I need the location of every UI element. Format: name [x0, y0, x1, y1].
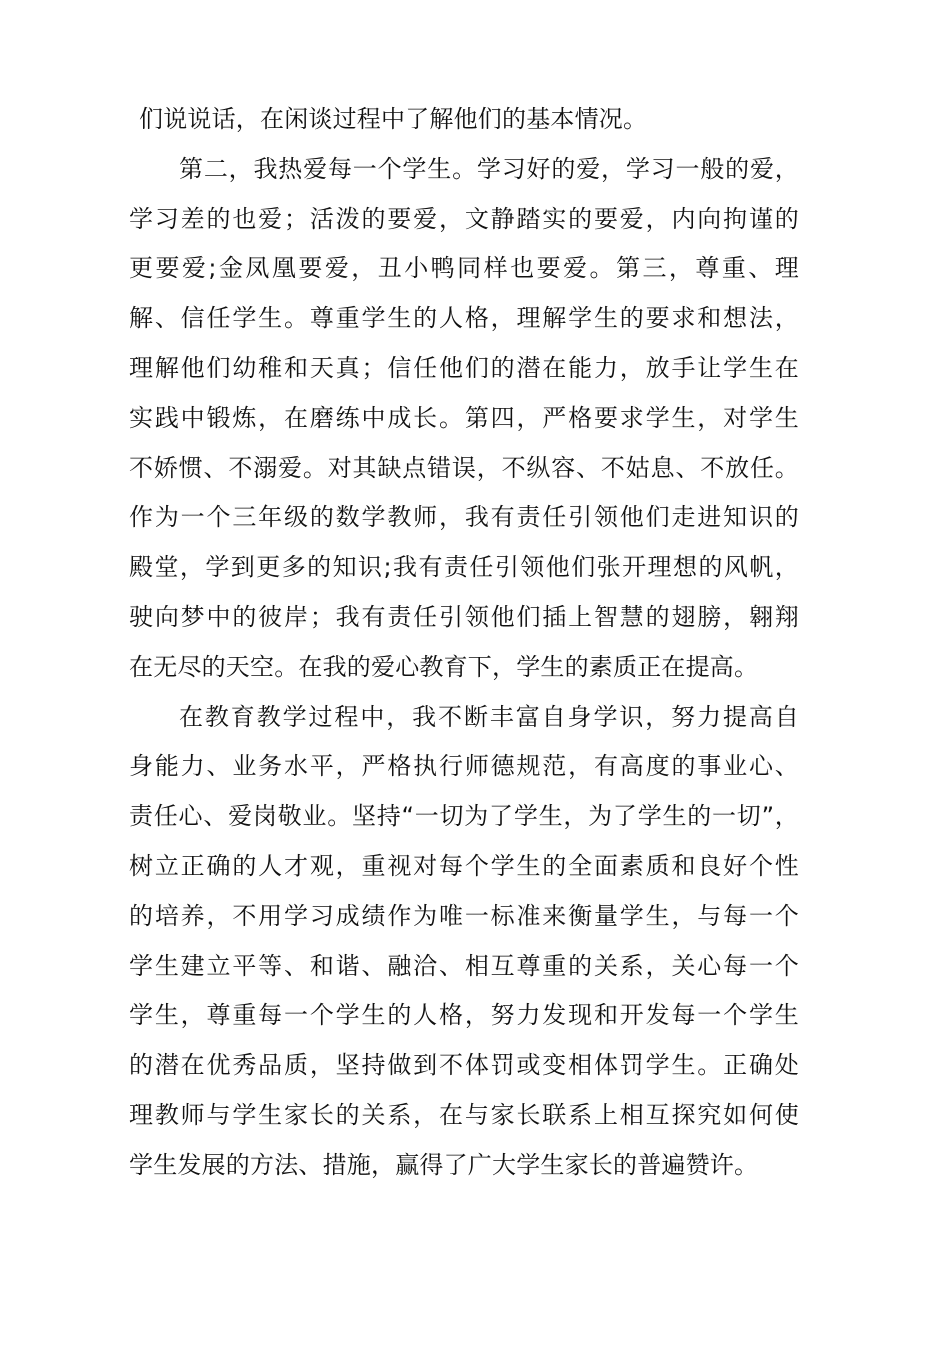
text-line: 作为一个三年级的数学教师，我有责任引领他们走进知识的 — [129, 503, 799, 532]
text-line: 解、信任学生。尊重学生的人格，理解学生的要求和想法， — [129, 304, 799, 333]
text-line: 学生建立平等、和谐、融洽、相互尊重的关系，关心每一个 — [129, 951, 799, 980]
text-line: 的培养，不用学习成绩作为唯一标准来衡量学生，与每一个 — [129, 901, 799, 930]
body-text — [129, 95, 799, 1191]
text-line: 驶向梦中的彼岸；我有责任引领他们插上智慧的翅膀，翱翔 — [129, 602, 799, 631]
text-line: 不娇惯、不溺爱。对其缺点错误，不纵容、不姑息、不放任。 — [129, 453, 799, 482]
text-line: 身能力、业务水平，严格执行师德规范，有高度的事业心、 — [129, 752, 799, 781]
text-line: 实践中锻炼，在磨练中成长。第四，严格要求学生，对学生 — [129, 403, 799, 432]
paragraph-start-line: 在教育教学过程中，我不断丰富自身学识，努力提高自 — [179, 702, 799, 731]
text-line: 学生发展的方法、措施，赢得了广大学生家长的普遍赞许。 — [129, 1150, 759, 1179]
text-line: 的潜在优秀品质，坚持做到不体罚或变相体罚学生。正确处 — [129, 1051, 799, 1080]
text-line: 学生，尊重每一个学生的人格，努力发现和开发每一个学生 — [129, 1001, 799, 1030]
text-line: 在无尽的天空。在我的爱心教育下，学生的素质正在提高。 — [129, 652, 759, 681]
text-line: 们说说话，在闲谈过程中了解他们的基本情况。 — [139, 105, 648, 133]
text-line: 理教师与学生家长的关系，在与家长联系上相互探究如何使 — [129, 1100, 799, 1129]
text-line: 更要爱;金凤凰要爱，丑小鸭同样也要爱。第三，尊重、理 — [129, 254, 799, 283]
paragraph-start-line: 第二，我热爱每一个学生。学习好的爱，学习一般的爱， — [179, 154, 799, 183]
text-line: 殿堂，学到更多的知识;我有责任引领他们张开理想的风帆， — [129, 553, 799, 582]
text-line: 理解他们幼稚和天真；信任他们的潜在能力，放手让学生在 — [129, 353, 799, 382]
text-line: 学习差的也爱；活泼的要爱，文静踏实的要爱，内向拘谨的 — [129, 204, 799, 233]
text-line: 责任心、爱岗敬业。坚持“一切为了学生，为了学生的一切”， — [129, 802, 799, 831]
text-line: 树立正确的人才观，重视对每个学生的全面素质和良好个性 — [129, 851, 799, 880]
